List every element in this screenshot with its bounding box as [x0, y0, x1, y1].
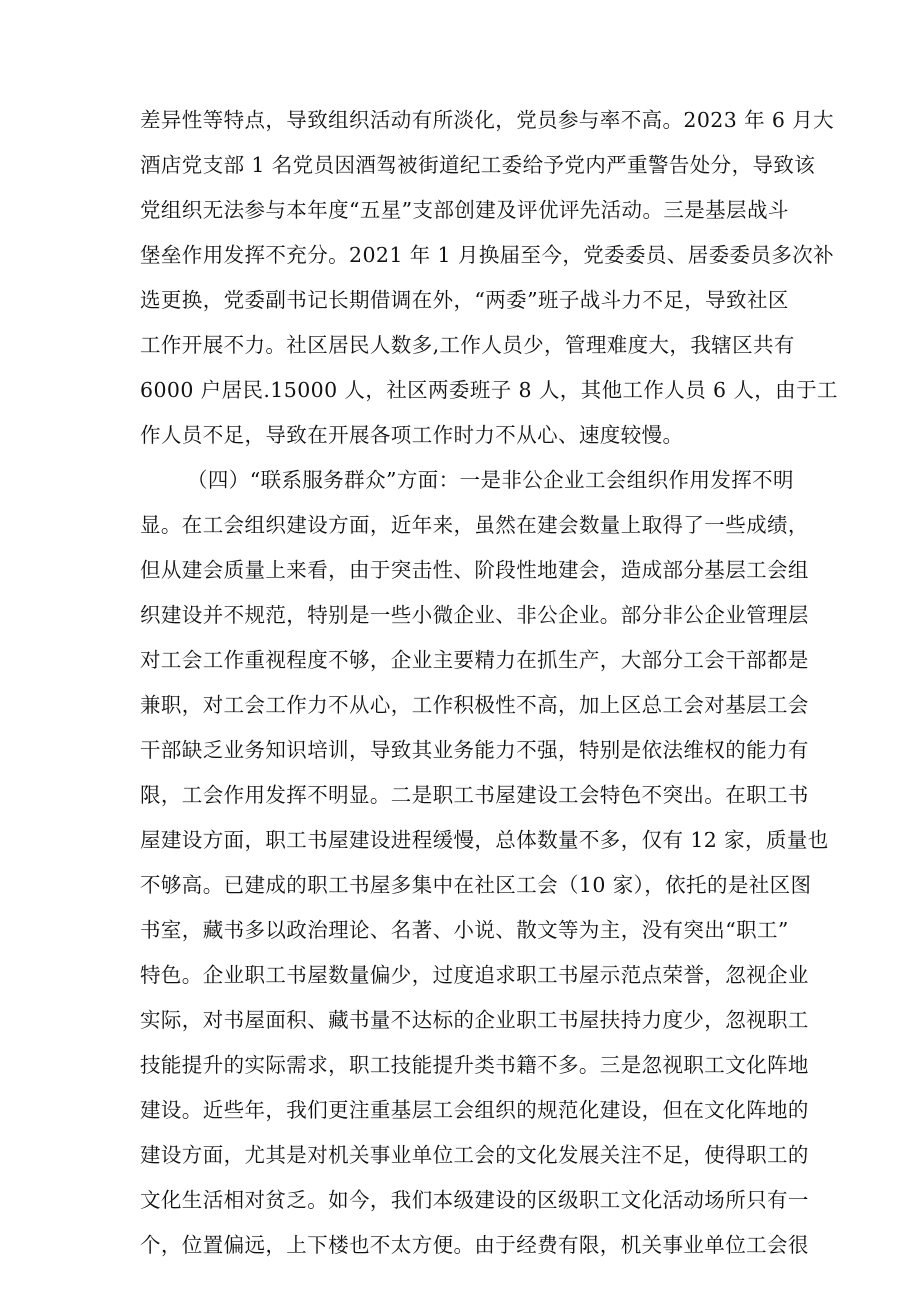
- text-line: 显。在工会组织建设方面，近年来，虽然在建会数量上取得了一些成绩，: [140, 513, 809, 537]
- text-line: 织建设并不规范，特别是一些小微企业、非公企业。部分非公企业管理层: [140, 603, 809, 627]
- text-line: 选更换，党委副书记长期借调在外，“两委”班子战斗力不足，导致社区: [140, 288, 789, 312]
- text-line: 6000 户居民.15000 人，社区两委班子 8 人，其他工作人员 6 人，由于工: [140, 378, 838, 402]
- text-line: 建设方面，尤其是对机关事业单位工会的文化发展关注不足，使得职工的: [140, 1143, 809, 1167]
- text-line: 屋建设方面，职工书屋建设进程缓慢，总体数量不多，仅有 12 家，质量也: [140, 828, 829, 852]
- text-line: 兼职，对工会工作力不从心，工作积极性不高，加上区总工会对基层工会: [140, 693, 809, 717]
- text-line: 酒店党支部 1 名党员因酒驾被街道纪工委给予党内严重警告处分，导致该: [140, 153, 816, 177]
- text-line: 文化生活相对贫乏。如今，我们本级建设的区级职工文化活动场所只有一: [140, 1188, 809, 1212]
- text-line: 特色。企业职工书屋数量偏少，过度追求职工书屋示范点荣誉，忽视企业: [140, 963, 809, 987]
- text-line: 差异性等特点，导致组织活动有所淡化，党员参与率不高。2023 年 6 月大: [140, 108, 835, 132]
- text-line: 实际，对书屋面积、藏书量不达标的企业职工书屋扶持力度少，忽视职工: [140, 1008, 809, 1032]
- text-line: 对工会工作重视程度不够，企业主要精力在抓生产，大部分工会干部都是: [140, 648, 809, 672]
- text-line: 堡垒作用发挥不充分。2021 年 1 月换届至今，党委委员、居委委员多次补: [140, 243, 835, 267]
- text-line: 个，位置偏远，上下楼也不太方便。由于经费有限，机关事业单位工会很: [140, 1233, 809, 1257]
- paragraph-first-line: （四）“联系服务群众”方面：一是非公企业工会组织作用发挥不明: [187, 468, 794, 492]
- text-line: 工作开展不力。社区居民人数多,工作人员少，管理难度大，我辖区共有: [140, 333, 795, 357]
- text-line: 党组织无法参与本年度“五星”支部创建及评优评先活动。三是基层战斗: [140, 198, 789, 222]
- text-line: 干部缺乏业务知识培训，导致其业务能力不强，特别是依法维权的能力有: [140, 738, 809, 762]
- text-line: 书室，藏书多以政治理论、名著、小说、散文等为主，没有突出“职工”: [140, 918, 789, 942]
- text-line: 作人员不足，导致在开展各项工作时力不从心、速度较慢。: [140, 423, 684, 447]
- text-line: 技能提升的实际需求，职工技能提升类书籍不多。三是忽视职工文化阵地: [140, 1053, 809, 1077]
- text-line: 不够高。已建成的职工书屋多集中在社区工会（10 家），依托的是社区图: [140, 873, 812, 897]
- text-line: 建设。近些年，我们更注重基层工会组织的规范化建设，但在文化阵地的: [140, 1098, 809, 1122]
- text-line: 限，工会作用发挥不明显。二是职工书屋建设工会特色不突出。在职工书: [140, 783, 809, 807]
- text-line: 但从建会质量上来看，由于突击性、阶段性地建会，造成部分基层工会组: [140, 558, 809, 582]
